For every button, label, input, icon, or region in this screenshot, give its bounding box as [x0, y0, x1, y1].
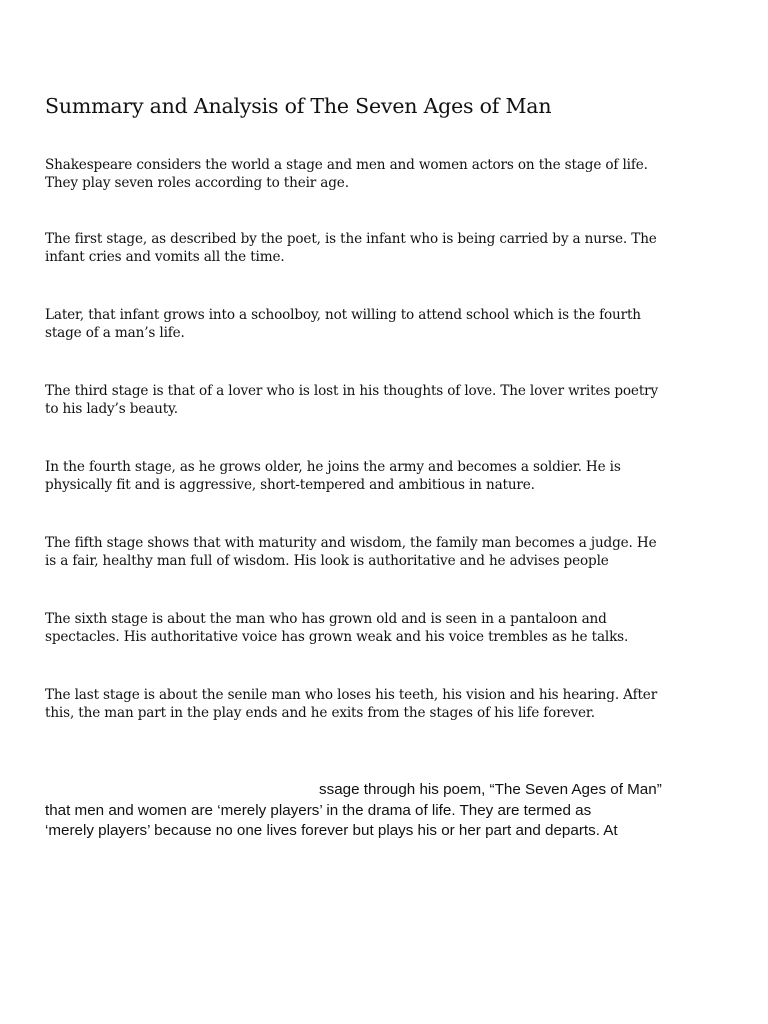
- paragraph-line: infant cries and vomits all the time.: [45, 249, 285, 265]
- paragraph-line: The last stage is about the senile man who loses his teeth, his vision and his hearing. After: [45, 687, 658, 703]
- paragraph-line: In the fourth stage, as he grows older, he joins the army and becomes a soldier. He is: [45, 459, 621, 475]
- paragraph-first-stage: [45, 230, 735, 266]
- fragment-line: ‘merely players’ because no one lives forever but plays his or her part and departs. At: [45, 822, 618, 839]
- paragraph-line: is a fair, healthy man full of wisdom. His look is authoritative and he advises people: [45, 553, 609, 569]
- paragraph-soldier-stage: [45, 458, 735, 494]
- paragraph-intro: [45, 156, 735, 192]
- paragraph-line: The third stage is that of a lover who is lost in his thoughts of love. The lover writes poetry: [45, 383, 659, 399]
- paragraph-line: Later, that infant grows into a schoolboy, not willing to attend school which is the fourth: [45, 307, 641, 323]
- paragraph-line: to his lady’s beauty.: [45, 401, 178, 417]
- paragraph-judge-stage: [45, 534, 735, 570]
- paragraph-line: stage of a man’s life.: [45, 325, 185, 341]
- paragraph-line: The first stage, as described by the poet, is the infant who is being carried by a nurse. The: [45, 231, 657, 247]
- paragraph-last-stage: [45, 686, 735, 722]
- conclusion-fragment: [45, 780, 735, 842]
- fragment-line: that men and women are ‘merely players’ in the drama of life. They are termed as: [45, 801, 592, 819]
- paragraph-line: Shakespeare considers the world a stage and men and women actors on the stage of life.: [45, 157, 648, 173]
- fragment-line: ssage through his poem, “The Seven Ages of Man”: [319, 781, 662, 798]
- paragraph-line: The sixth stage is about the man who has grown old and is seen in a pantaloon and: [45, 611, 607, 627]
- paragraph-line: They play seven roles according to their age.: [45, 175, 349, 191]
- paragraph-schoolboy-stage: [45, 306, 735, 342]
- paragraph-line: physically fit and is aggressive, short-tempered and ambitious in nature.: [45, 477, 535, 493]
- paragraph-line: this, the man part in the play ends and he exits from the stages of his life forever.: [45, 705, 595, 721]
- paragraph-line: The fifth stage shows that with maturity and wisdom, the family man becomes a judge. He: [45, 535, 657, 551]
- page-title: Summary and Analysis of The Seven Ages of Man: [45, 94, 552, 118]
- paragraph-line: spectacles. His authoritative voice has grown weak and his voice trembles as he talks.: [45, 629, 629, 645]
- paragraph-lover-stage: [45, 382, 735, 418]
- paragraph-pantaloon-stage: [45, 610, 735, 646]
